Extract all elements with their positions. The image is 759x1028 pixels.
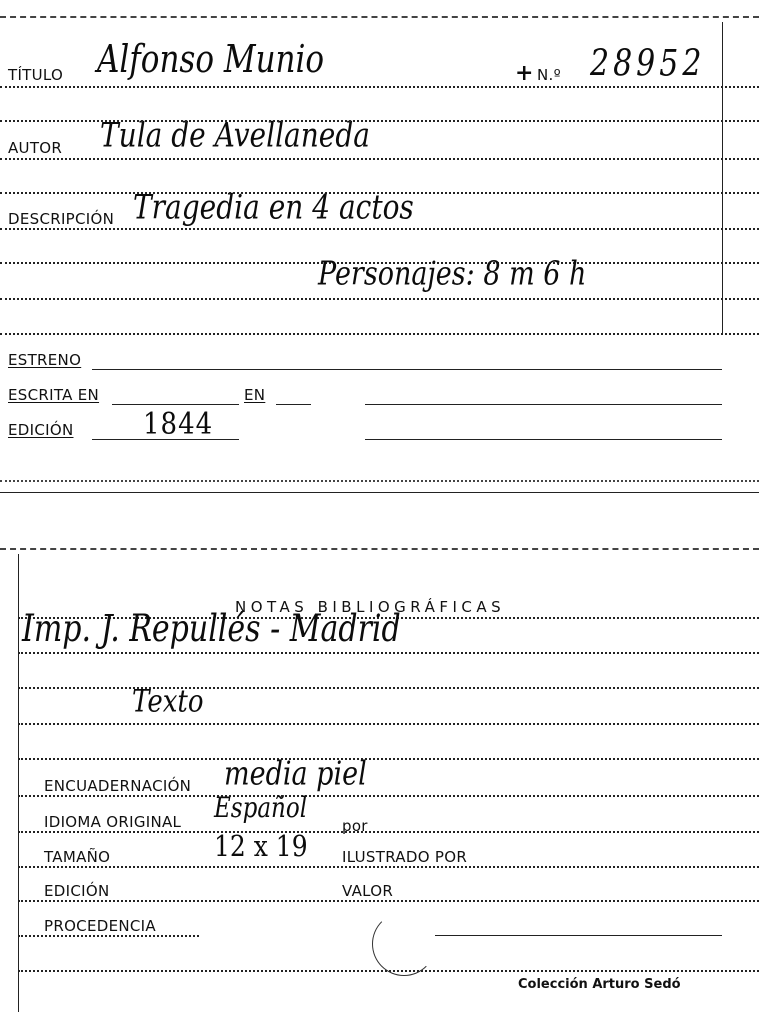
descripcion-value: Tragedia en 4 actos — [133, 187, 414, 227]
procedencia-label: PROCEDENCIA — [44, 917, 156, 935]
en-line — [276, 404, 311, 405]
rule — [18, 652, 759, 654]
notes-line-1: Imp. J. Repullés - Madrid — [22, 607, 401, 651]
idioma-value: Español — [214, 792, 308, 824]
collection-credit: Colección Arturo Sedó — [518, 977, 681, 992]
rule — [0, 333, 759, 335]
titulo-value: Alfonso Munio — [97, 37, 325, 82]
rule — [18, 758, 759, 760]
numero-label: N.º — [537, 66, 561, 84]
card-left-border — [18, 554, 19, 1012]
rule — [0, 86, 759, 88]
descripcion-label: DESCRIPCIÓN — [8, 210, 115, 228]
valor-label: VALOR — [342, 882, 394, 900]
encuadernacion-value: media piel — [224, 755, 367, 793]
autor-value: Tula de Avellaneda — [100, 115, 370, 155]
rule — [18, 900, 759, 902]
tamano-label: TAMAÑO — [44, 848, 111, 866]
card-bottom-edge — [0, 548, 759, 550]
rule — [0, 298, 759, 300]
edicion-label: EDICIÓN — [8, 421, 74, 439]
card-separator — [0, 492, 759, 493]
rule — [18, 970, 759, 972]
catalog-card-bottom — [0, 540, 759, 1028]
ilustrado-label: ILUSTRADO POR — [342, 848, 468, 866]
notes-line-2: Texto — [132, 684, 204, 720]
titulo-label: TÍTULO — [8, 66, 64, 84]
rule — [18, 866, 759, 868]
escrita-en-label: ESCRITA EN — [8, 386, 100, 404]
en-label: EN — [244, 386, 266, 404]
procedencia-line — [435, 935, 722, 936]
por-label: por — [342, 817, 368, 835]
card-right-border — [722, 22, 723, 335]
rule — [18, 831, 759, 833]
card-top-edge — [0, 16, 759, 18]
rule — [18, 723, 759, 725]
rule — [0, 228, 759, 230]
catalog-card-top — [0, 0, 759, 495]
estreno-label: ESTRENO — [8, 351, 82, 369]
edicion-line-right — [365, 439, 722, 440]
card-top-bottom-edge — [0, 480, 759, 482]
en-line-right — [365, 404, 722, 405]
numero-value: 28952 — [590, 43, 706, 85]
rule — [18, 795, 759, 797]
autor-label: AUTOR — [8, 139, 63, 157]
stamp-mark — [372, 912, 436, 976]
idioma-label: IDIOMA ORIGINAL — [44, 813, 182, 831]
estreno-line — [92, 369, 722, 370]
numero-mark: + — [515, 60, 534, 86]
notas-heading: NOTAS BIBLIOGRÁFICAS — [235, 598, 506, 616]
encuadernacion-label: ENCUADERNACIÓN — [44, 777, 192, 795]
escrita-en-line — [112, 404, 239, 405]
rule — [18, 935, 199, 937]
edicion-value: 1844 — [143, 407, 214, 442]
rule — [0, 120, 759, 122]
rule — [0, 158, 759, 160]
rule — [18, 687, 759, 689]
edicion-line — [92, 439, 239, 440]
personajes-value: Personajes: 8 m 6 h — [318, 255, 587, 293]
edicion-2-label: EDICIÓN — [44, 882, 110, 900]
tamano-value: 12 x 19 — [214, 829, 308, 863]
